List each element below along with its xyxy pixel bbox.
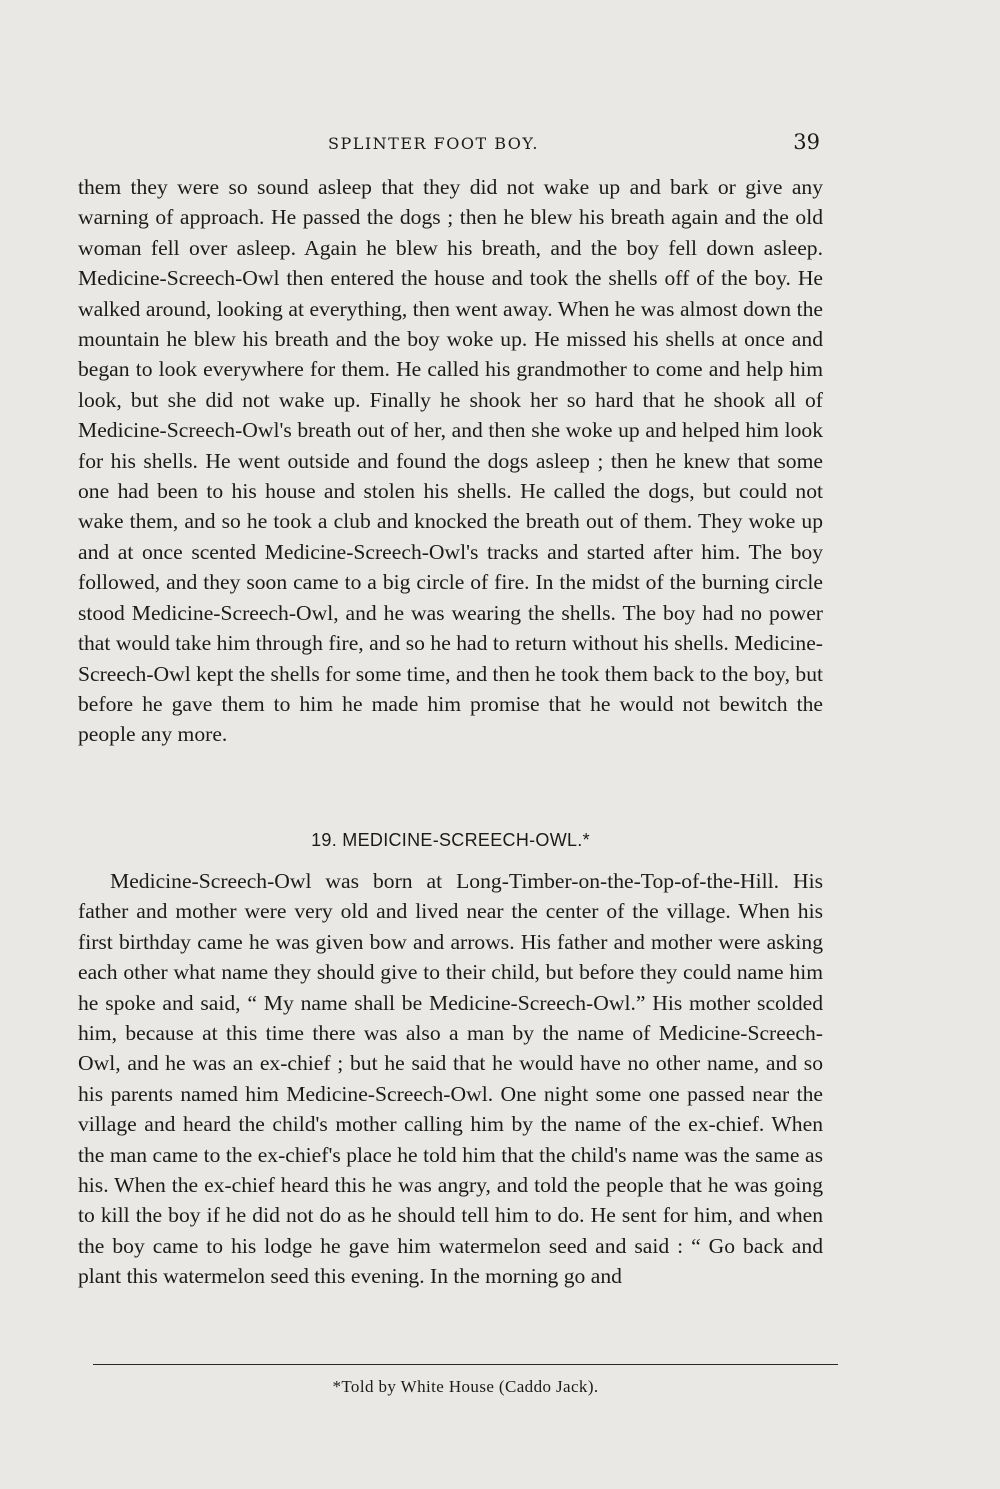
section-heading: 19. MEDICINE-SCREECH-OWL.*	[311, 830, 590, 850]
running-head	[78, 130, 820, 160]
running-title: SPLINTER FOOT BOY.	[328, 134, 540, 153]
footnote: *Told by White House (Caddo Jack).	[332, 1377, 599, 1396]
footnote-rule	[93, 1364, 838, 1365]
paragraph-story-start: Medicine-Screech-Owl was born at Long-Timber-on-the-Top-of-the-Hill. His father and mother were very old and lived near the center of the village. When his first birthday came he was given bow and arrows. His father and mother were asking each other what name they should give to their child, but before they could name him he spoke and said, “ My name shall be Medicine-Screech-Owl.” His mother scolded him, because at this time there was also a man by the name of Medicine-Screech-Owl, and he was an ex-chief ; but he said that he would have no other name, and so his parents named him Medicine-Screech-Owl. One night some one passed near the village and heard the child's mother calling him by the name of the ex-chief. When the man came to the ex-chief's place he told him that the child's name was the same as his. When the ex-chief heard this he was angry, and told the people that he was going to kill the boy if he did not do as he should tell him to do. He sent for him, and when the boy came to his lodge he gave him watermelon seed and said : “ Go back and plant this watermelon seed this evening. In the morning go and	[78, 869, 823, 1289]
paragraph-continued: them they were so sound asleep that they did not wake up and bark or give any warning of approach. He passed the dogs ; then he blew his breath again and the old woman fell over asleep. Again he blew his breath, and the boy fell down asleep. Medicine-Screech-Owl then entered the house and took the shells off of the boy. He walked around, looking at everything, then went away. When he was almost down the mountain he blew his breath and the boy woke up. He missed his shells at once and began to look everywhere for them. He called his grandmother to come and help him look, but she did not wake up. Finally he shook her so hard that he shook all of Medicine-Screech-Owl's breath out of her, and then she woke up and helped him look for his shells. He went outside and found the dogs asleep ; then he knew that some one had been to his house and stolen his shells. He called the dogs, but could not wake them, and so he took a club and knocked the breath out of them. They woke up and at once scented Medicine-Screech-Owl's tracks and started after him. The boy followed, and they soon came to a big circle of fire. In the midst of the burning circle stood Medicine-Screech-Owl, and he was wearing the shells. The boy had no power that would take him through fire, and so he had to return without his shells. Medicine-Screech-Owl kept the shells for some time, and then he took them back to the boy, but before he gave them to him he made him promise that he would not bewitch the people any more.	[78, 175, 823, 747]
page-number: 39	[793, 130, 820, 154]
